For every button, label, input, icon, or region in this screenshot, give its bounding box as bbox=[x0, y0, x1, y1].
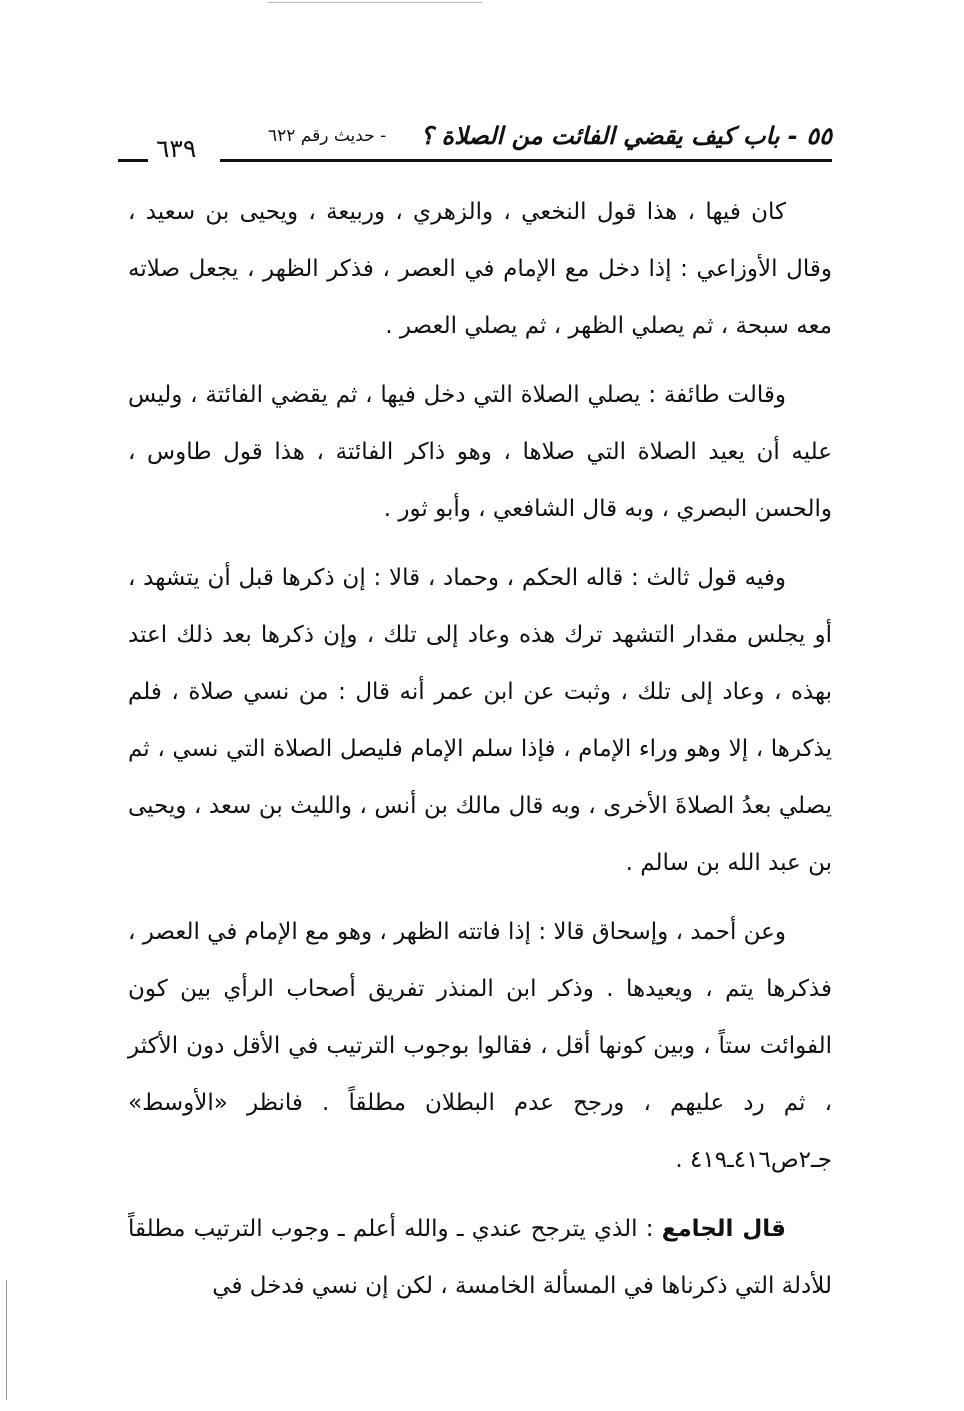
paragraph-4: وعن أحمد ، وإسحاق قالا : إذا فاتته الظهر ، وهو مع الإمام في العصر ، فذكرها يتم ، ويعيدها . وذكر ابن المنذر تفريق أصحاب الرأي بين كون الفوائت ستاً ، وبين كونها أقل ، فقالوا بوجوب الترتيب في الأقل دون الأكثر ، ثم رد عليهم ، ورجح عدم البطلان مطلقاً . فانظر «الأوسط» جـ٢ص٤١٦ـ٤١٩ . bbox=[128, 919, 832, 1173]
page-edge-line bbox=[6, 1280, 7, 1400]
paragraph-5 bbox=[128, 1201, 832, 1315]
header-rule bbox=[220, 159, 832, 162]
paragraph-2: وقالت طائفة : يصلي الصلاة التي دخل فيها ، ثم يقضي الفائتة ، وليس عليه أن يعيد الصلاة التي صلاها ، وهو ذاكر الفائتة ، هذا قول طاوس ، والحسن البصري ، وبه قال الشافعي ، وأبو ثور . bbox=[128, 382, 832, 522]
top-scan-rule bbox=[268, 2, 482, 3]
hadith-reference: - حديث رقم ٦٢٢ bbox=[268, 126, 387, 146]
page-header bbox=[118, 114, 832, 166]
page-body bbox=[128, 184, 832, 1327]
chapter-title: ٥٥ - باب كيف يقضي الفائت من الصلاة ؟ bbox=[420, 122, 832, 150]
paragraph-1: كان فيها ، هذا قول النخعي ، والزهري ، وربيعة ، ويحيى بن سعيد ، وقال الأوزاعي : إذا دخل مع الإمام في العصر ، فذكر الظهر ، يجعل صلاته معه سبحة ، ثم يصلي الظهر ، ثم يصلي العصر . bbox=[128, 199, 832, 339]
page-number: ٦٣٩ bbox=[156, 134, 197, 163]
header-dash bbox=[118, 159, 148, 162]
paragraph-lead: قال الجامع bbox=[661, 1216, 786, 1242]
paragraph-5-text: : الذي يترجح عندي ـ والله أعلم ـ وجوب الترتيب مطلقاً للأدلة التي ذكرناها في المسألة الخامسة ، لكن إن نسي فدخل في bbox=[128, 1216, 832, 1299]
paragraph-3: وفيه قول ثالث : قاله الحكم ، وحماد ، قالا : إن ذكرها قبل أن يتشهد ، أو يجلس مقدار التشهد ترك هذه وعاد إلى تلك ، وإن ذكرها بعد ذلك اعتد بهذه ، وعاد إلى تلك ، وثبت عن ابن عمر أنه قال : من نسي صلاة ، فلم يذكرها ، إلا وهو وراء الإمام ، فإذا سلم الإمام فليصل الصلاة التي نسي ، ثم يصلي بعدُ الصلاةَ الأخرى ، وبه قال مالك بن أنس ، والليث بن سعد ، ويحيى بن عبد الله بن سالم . bbox=[128, 565, 832, 876]
